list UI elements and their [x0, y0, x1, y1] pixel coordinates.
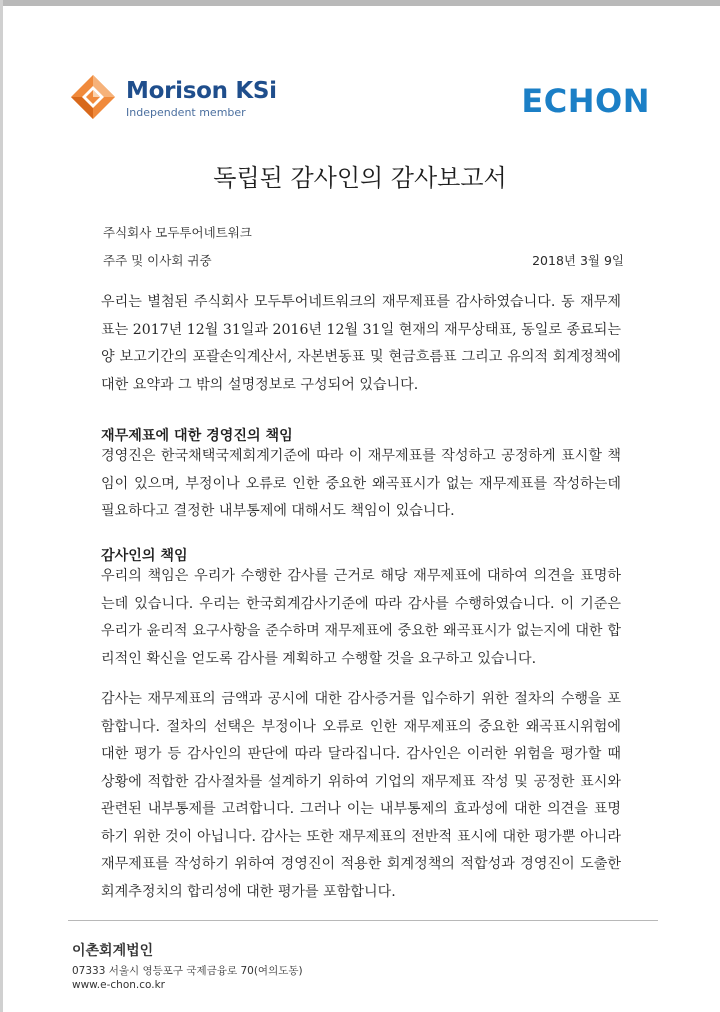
footer-divider	[68, 920, 658, 921]
footer-website: www.e-chon.co.kr	[72, 979, 165, 991]
section-heading-auditor: 감사인의 책임	[101, 548, 188, 564]
logo-subtitle: Independent member	[126, 106, 246, 119]
auditor-responsibility-paragraph: 우리의 책임은 우리가 수행한 감사를 근거로 해당 재무제표에 대하여 의견을 표명하는데 있습니다. 우리는 한국회계감사기준에 따라 감사를 수행하였습니다. 이 기준은 우리가 윤리적 요구사항을 준수하며 재무제표에 중요한 왜곡표시가 없는지에 대한 합리적인 확신을 얻도록 감사를 계획하고 수행할 것을 요구하고 있습니다.	[101, 568, 621, 667]
intro-paragraph: 우리는 별첨된 주식회사 모두투어네트워크의 재무제표를 감사하였습니다. 동 재무제표는 2017년 12월 31일과 2016년 12월 31일 현재의 재무상태표, 동일로 종료되는 양 보고기간의 포괄손익계산서, 자본변동표 및 현금흐름표 그리고 유의적 회계정책에 대한 요약과 그 밖의 설명정보로 구성되어 있습니다.	[101, 294, 621, 393]
morison-ksi-logo	[70, 72, 277, 124]
echon-brand-logo: ECHON	[521, 82, 650, 120]
recipient-line: 주주 및 이사회 귀중	[103, 253, 212, 268]
company-name: 주식회사 모두투어네트워크	[103, 225, 252, 240]
management-responsibility-paragraph: 경영진은 한국채택국제회계기준에 따라 이 재무제표를 작성하고 공정하게 표시할 책임이 있으며, 부정이나 오류로 인한 중요한 왜곡표시가 없는 재무제표를 작성하는데 필요하다고 결정한 내부통제에 대해서도 책임이 있습니다.	[101, 448, 621, 519]
footer-address: 07333 서울시 영등포구 국제금융로 70(여의도동)	[72, 965, 303, 977]
report-date: 2018년 3월 9일	[532, 253, 624, 268]
morison-ksi-mark-icon	[70, 74, 116, 120]
footer-firm-name: 이촌회계법인	[72, 943, 154, 959]
document-title: 독립된 감사인의 감사보고서	[213, 164, 507, 192]
scan-left-edge	[0, 0, 3, 1012]
scan-top-edge	[0, 0, 720, 6]
logo-name: Morison KSi	[126, 78, 277, 104]
section-heading-management: 재무제표에 대한 경영진의 책임	[101, 428, 293, 444]
audit-procedure-paragraph: 감사는 재무제표의 금액과 공시에 대한 감사증거를 입수하기 위한 절차의 수행을 포함합니다. 절차의 선택은 부정이나 오류로 인한 재무제표의 중요한 왜곡표시위험에 대한 평가 등 감사인의 판단에 따라 달라집니다. 감사인은 이러한 위험을 평가할 때 상황에 적합한 감사절차를 설계하기 위하여 기업의 재무제표 작성 및 공정한 표시와 관련된 내부통제를 고려합니다. 그러나 이는 내부통제의 효과성에 대한 의견을 표명하기 위한 것이 아닙니다. 감사는 또한 재무제표의 전반적 표시에 대한 평가뿐 아니라 재무제표를 작성하기 위하여 경영진이 적용한 회계정책의 적합성과 경영진이 도출한 회계추정치의 합리성에 대한 평가를 포함합니다.	[101, 691, 621, 900]
